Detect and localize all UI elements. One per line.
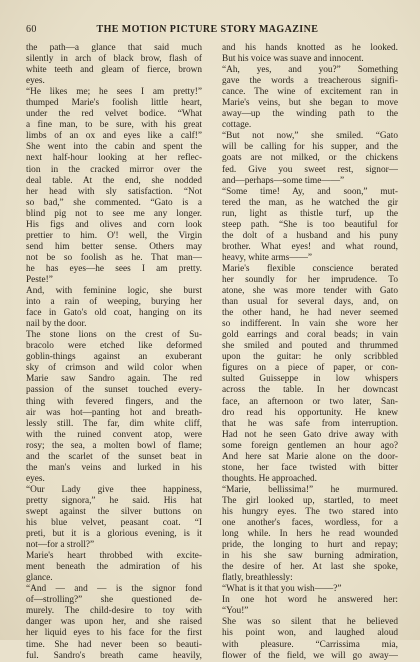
text-line: In one hot word he answered her: xyxy=(222,595,398,606)
text-line: her head with sly satisfaction. “Not xyxy=(26,186,202,197)
text-line: nail by the door. xyxy=(26,319,87,330)
text-line: heavy, white arms——” xyxy=(222,252,313,263)
text-line: ful. Sandro's breath came heavily, xyxy=(26,650,202,661)
text-line: and—perhaps—some time——” xyxy=(222,175,345,186)
text-line: face in Gato's old coat, hanging on its xyxy=(26,308,202,319)
text-line: the man's veins and lurked in his xyxy=(26,462,202,473)
text-line: prettier to him. O'! well, the Virgin xyxy=(26,230,202,241)
text-line: goats are not milked, or the chickens xyxy=(222,153,398,164)
text-line: than usual for several days, and, on xyxy=(222,297,398,308)
text-line: “But not now,” she smiled. “Gato xyxy=(222,131,398,142)
text-line: sulted Guisseppe in low whispers xyxy=(222,374,398,385)
text-line: “Some time! Ay, and soon,” mut- xyxy=(222,186,398,197)
text-line: one another's faces, wordless, for a xyxy=(222,518,398,529)
page-header xyxy=(26,24,398,35)
text-line: not be so foolish as he. That man— xyxy=(26,252,202,263)
text-line: cottage. xyxy=(222,120,252,131)
text-line: But his voice was suave and innocent. xyxy=(222,54,364,65)
text-line: Peste!” xyxy=(26,274,53,285)
text-line: and his hands knotted as he looked. xyxy=(222,43,398,53)
text-line: that he was safe from interruption. xyxy=(222,418,398,429)
text-line: silently in arch of black brow, flash of xyxy=(26,54,202,65)
text-line: gave the words a treacherous signifi- xyxy=(222,76,398,87)
text-line: “He likes me; he sees I am pretty!” xyxy=(26,87,202,98)
text-line: some foreign gentlemen an hour ago? xyxy=(222,440,398,451)
text-line: She was so silent that he believed xyxy=(222,617,398,628)
text-line: And here sat Marie alone on the door- xyxy=(222,451,398,462)
text-line: atone, she was more tender with Gato xyxy=(222,286,398,297)
text-line: “And — and — is the signor fond xyxy=(26,584,202,595)
text-line: long while. In hers he read wounded xyxy=(222,529,398,540)
text-line: so bad,” she commented. “Gato is a xyxy=(26,197,202,208)
text-line: Marie's flexible conscience berated xyxy=(222,263,398,274)
text-line: “You!” xyxy=(222,606,249,617)
text-line: his blue velvet, peasant coat. “I xyxy=(26,518,202,529)
text-line: rosy; the sea, a molten bowl of flame; xyxy=(26,440,202,451)
text-line: limbs of an ox and eyes like a calf!” xyxy=(26,131,202,142)
text-line: Marie's veins, but she began to move xyxy=(222,98,398,109)
text-line: blind pig not to see me any longer. xyxy=(26,208,202,219)
text-line: her liquid eyes to his face for the first xyxy=(26,628,202,639)
text-line: thing with fevered fingers, and the xyxy=(26,396,202,407)
text-line: stone, her face twisted with bitter xyxy=(222,462,398,473)
text-line: Marie saw Sandro again. The red xyxy=(26,374,202,385)
text-line: next half-hour looking at her reflec- xyxy=(26,153,202,164)
text-line: cance. The wine of excitement ran in xyxy=(222,87,398,98)
text-line: send him better sense. Others may xyxy=(26,241,202,252)
text-line: she smiled and pouted and thrummed xyxy=(222,341,398,352)
text-line: dro read his opportunity. He knew xyxy=(222,407,398,418)
text-line: pride, the longing to hurt and repay; xyxy=(222,540,398,551)
text-line: “Our Lady give thee happiness, xyxy=(26,484,202,495)
text-line: flower of the field, we will go away— xyxy=(222,650,398,661)
text-line: will be calling for his supper, and the xyxy=(222,142,398,153)
text-line: pretty signora,” he said. His hat xyxy=(26,495,202,506)
text-line: gold earrings and coral beads; in vain xyxy=(222,330,398,341)
text-line: his hungry eyes. The two stared into xyxy=(222,506,398,517)
text-line: he has eyes—he sees I am pretty. xyxy=(26,263,202,274)
text-line: deal table. At the end, she nodded xyxy=(26,175,202,186)
text-columns xyxy=(26,43,398,662)
text-line: face, an afternoon or two later, San- xyxy=(222,396,398,407)
text-line: passion of the sunset touched every- xyxy=(26,385,202,396)
text-line: her soundly for her imprudence. To xyxy=(222,274,398,285)
text-line: white teeth and gleam of fierce, brown xyxy=(26,65,202,76)
text-line: time. She had never been so beauti- xyxy=(26,639,202,650)
page-number: 60 xyxy=(26,24,37,35)
text-line: in his she saw burning admiration, xyxy=(222,551,398,562)
text-line: across the table. In her downcast xyxy=(222,385,398,396)
text-line: run, light as thistle turf, up the xyxy=(222,208,398,219)
text-line: And, with feminine logic, she burst xyxy=(26,286,202,297)
text-line: the path—a glance that said much xyxy=(26,43,202,53)
text-line: with pleasure. “Carrissima mia, xyxy=(222,639,398,650)
text-line: air was hot—panting hot and breath- xyxy=(26,407,202,418)
text-line: and the scarlet of the sunset beat in xyxy=(26,451,202,462)
text-line: figures on a piece of paper, or con- xyxy=(222,363,398,374)
text-line: his point won, and laughed aloud xyxy=(222,628,398,639)
text-line: goblin-things against an exuberant xyxy=(26,352,202,363)
text-line: tion in the cracked mirror over the xyxy=(26,164,202,175)
text-line: eyes. xyxy=(26,76,45,87)
text-line: Marie's heart throbbed with excite- xyxy=(26,551,202,562)
text-line: the other hand, he had never seemed xyxy=(222,308,398,319)
text-line: upon the guitar: he only scribbled xyxy=(222,352,398,363)
text-line: the desire of her. At last she spoke, xyxy=(222,562,398,573)
text-line: lessly still. The far, dim white cliff, xyxy=(26,418,202,429)
text-line: thumped Marie's foolish little heart, xyxy=(26,98,202,109)
text-line: brother. What eyes! and what round, xyxy=(222,241,398,252)
text-line: She went into the cabin and spent the xyxy=(26,142,202,153)
magazine-title: THE MOTION PICTURE STORY MAGAZINE xyxy=(96,24,319,35)
text-line: away—up the winding path to the xyxy=(222,109,398,120)
text-line: tered the man, as he watched the gir xyxy=(222,197,398,208)
text-line: murely. The child-desire to toy with xyxy=(26,606,202,617)
text-line: the dolt of a husband and his puny xyxy=(222,230,398,241)
text-line: so indifferent. In vain she wore her xyxy=(222,319,398,330)
text-line: The girl looked up, startled, to meet xyxy=(222,495,398,506)
text-line: with the ruined convent atop, were xyxy=(26,429,202,440)
text-line: His figs and olives and corn look xyxy=(26,219,202,230)
text-line: “Marie, bellissima!” he murmured. xyxy=(222,484,398,495)
text-line: Had not he seen Gato drive away with xyxy=(222,429,398,440)
right-column xyxy=(222,43,398,662)
text-line: a fine man, to be sure, with his great xyxy=(26,120,202,131)
text-line: danger was upon her, and she raised xyxy=(26,617,202,628)
text-line: sky of crimson and wild color when xyxy=(26,363,202,374)
text-line: glance. xyxy=(26,573,53,584)
text-line: The stone lions on the crest of Su- xyxy=(26,330,202,341)
text-line: preti, but it is a glorious evening, is it xyxy=(26,529,202,540)
text-line: swept against the silver buttons on xyxy=(26,506,202,517)
text-line: flatly, breathlessly: xyxy=(222,573,293,584)
text-line: of—strolling?” she questioned de- xyxy=(26,595,202,606)
text-line: “What is it that you wish——?” xyxy=(222,584,342,595)
text-line: eyes. xyxy=(26,473,45,484)
text-line: thoughts. He approached. xyxy=(222,473,318,484)
text-line: steep path. “She is too beautiful for xyxy=(222,219,398,230)
text-line: bracolo were etched like deformed xyxy=(26,341,202,352)
text-line: under the red velvet bodice. “What xyxy=(26,109,202,120)
text-line: ment beneath the admiration of his xyxy=(26,562,202,573)
text-line: not—for a stroll?” xyxy=(26,540,95,551)
text-line: into a rain of weeping, burying her xyxy=(26,297,202,308)
text-line: fed. Give you sweet rest, signor— xyxy=(222,164,398,175)
left-column xyxy=(26,43,202,662)
text-line: “Ah, yes, and you?” Something xyxy=(222,65,398,76)
